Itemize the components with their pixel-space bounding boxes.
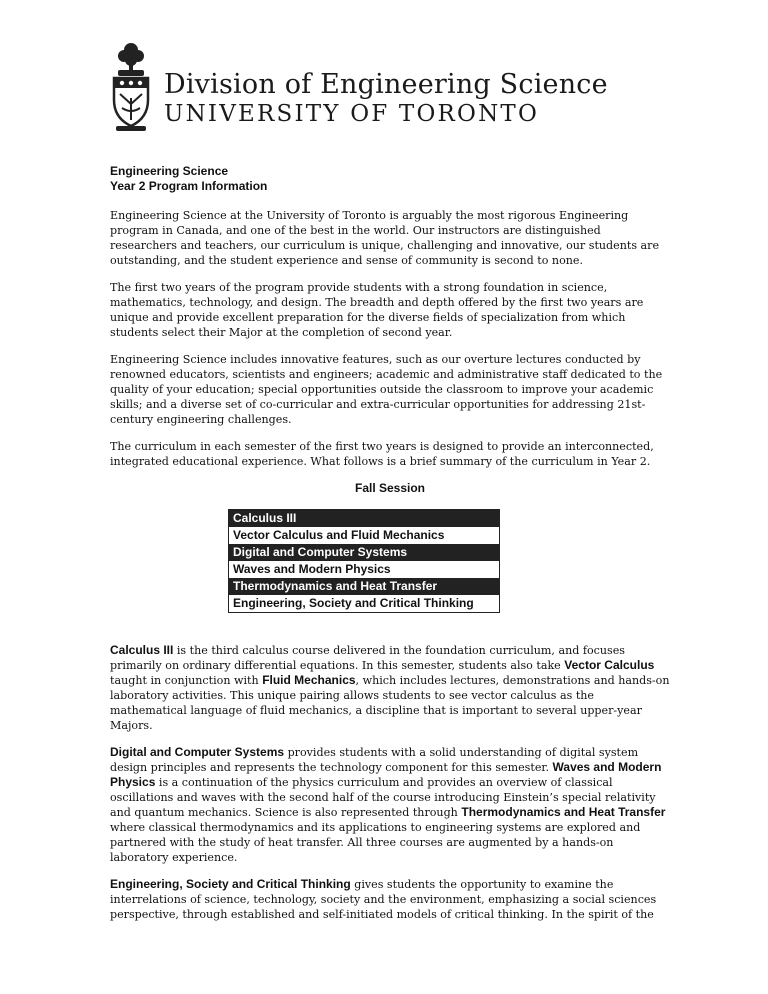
description-text: is a continuation of the physics curriculum and provides an overview of classical oscillations and waves with the second half of the course introducing Einstein’s special relativity and quantum mechanics. Science is also represented through <box>110 776 656 819</box>
curriculum-paragraph: The curriculum in each semester of the first two years is designed to provide an interconnected, integrated educational experience. What follows is a brief summary of the curriculum in Year 2. <box>110 440 654 468</box>
document-title: Engineering Science <box>110 164 229 178</box>
calculus-description <box>110 643 670 733</box>
description-text: , which includes lectures, demonstrations and hands-on laboratory activities. This unique pairing allows students to see vector calculus as the mathematical language of fluid mechanics, a discipline that is important to several upper-year Majors. <box>110 674 670 732</box>
course-row: Calculus III <box>229 510 499 527</box>
intro-paragraph: Engineering Science at the University of Toronto is arguably the most rigorous Engineering program in Canada, and one of the best in the world. Our instructors are distinguished researchers and teachers, our curriculum is unique, challenging and innovative, our students are outstanding, and the student experience and sense of community is second to none. <box>110 209 660 267</box>
foundation-paragraph: The first two years of the program provide students with a strong foundation in science, mathematics, technology, and design. The breadth and depth offered by the first two years are unique and provide excellent preparation for the diverse fields of specialization from which students select their Major at the completion of second year. <box>110 281 644 339</box>
course-name: Engineering, Society and Critical Thinking <box>110 877 351 891</box>
university-crest-icon <box>110 40 152 132</box>
description-text: where classical thermodynamics and its applications to engineering systems are explored and partnered with the study of heat transfer. All three courses are augmented by a hands-on laboratory experience. <box>110 821 641 864</box>
description-text: provides students with a solid understanding of digital system design principles and represents the technology component for this semester. <box>110 746 639 774</box>
course-name: Fluid Mechanics <box>262 673 356 687</box>
document-subtitle: Year 2 Program Information <box>110 179 268 193</box>
society-description <box>110 877 670 922</box>
course-name: Waves and Modern Physics <box>110 760 662 789</box>
university-name: UNIVERSITY OF TORONTO <box>164 101 540 127</box>
course-table <box>228 509 500 613</box>
logo-wordmark <box>164 70 608 128</box>
systems-description <box>110 745 670 865</box>
features-paragraph: Engineering Science includes innovative features, such as our overture lectures conducted by renowned educators, scientists and engineers; academic and administrative staff dedicated to the quality of your education; special opportunities outside the classroom to improve your academic skills; and a diverse set of co-curricular and extra-curricular opportunities for addressing 21st-century engineering challenges. <box>110 353 663 426</box>
course-name: Digital and Computer Systems <box>110 745 285 759</box>
course-row: Digital and Computer Systems <box>229 544 499 561</box>
course-row: Waves and Modern Physics <box>229 561 499 578</box>
course-row: Engineering, Society and Critical Thinking <box>229 595 499 612</box>
division-name: Division of Engineering Science <box>164 69 608 100</box>
document-body <box>110 164 670 934</box>
description-text: gives students the opportunity to examine the interrelations of science, technology, society and the environment, emphasizing a social sciences perspective, through established and self-initiated models of critical thinking. In the spirit of the <box>110 878 657 921</box>
description-text: taught in conjunction with <box>110 674 263 687</box>
session-title: Fall Session <box>354 481 426 495</box>
course-row: Vector Calculus and Fluid Mechanics <box>229 527 499 544</box>
course-row: Thermodynamics and Heat Transfer <box>229 578 499 595</box>
description-text: is the third calculus course delivered in the foundation curriculum, and focuses primarily on ordinary differential equations. In this semester, students also take <box>110 644 625 672</box>
course-name: Calculus III <box>110 643 174 657</box>
course-name: Thermodynamics and Heat Transfer <box>461 805 666 819</box>
header <box>110 40 670 132</box>
course-name: Vector Calculus <box>564 658 655 672</box>
